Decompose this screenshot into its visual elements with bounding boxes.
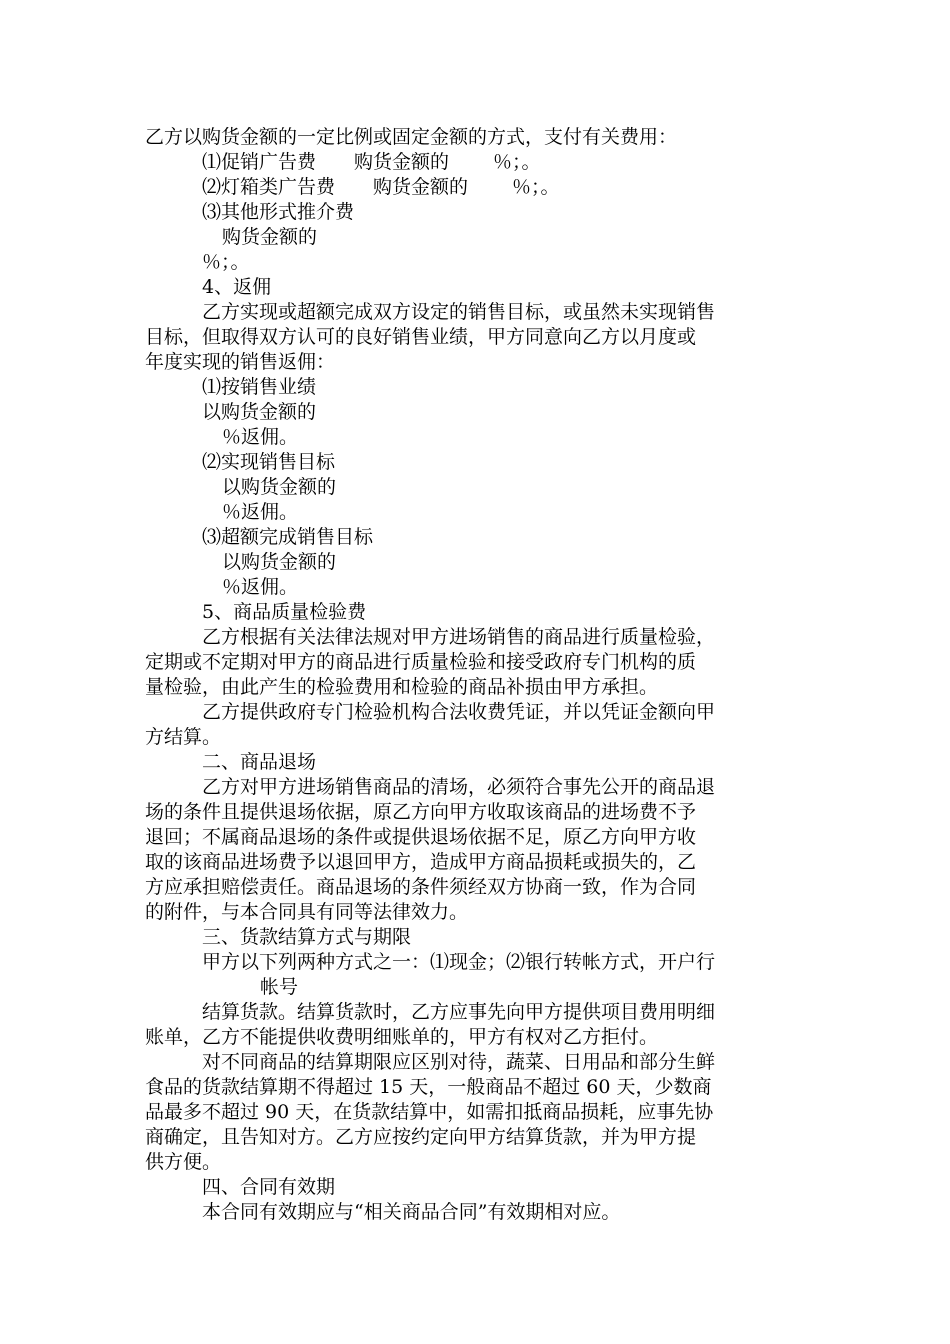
- text-line: 购货金额的: [222, 226, 318, 248]
- text-line: 取的该商品进场费予以退回甲方，造成甲方商品损耗或损失的，乙: [145, 851, 697, 873]
- section-heading: 5、商品质量检验费: [202, 601, 367, 623]
- text-line: 结算货款。结算货款时，乙方应事先向甲方提供项目费用明细: [202, 1001, 716, 1023]
- text-line: 的附件，与本合同具有同等法律效力。: [145, 901, 469, 923]
- text-line: 商确定，且告知对方。乙方应按约定向甲方结算货款，并为甲方提: [145, 1126, 697, 1148]
- text-line: ⑵实现销售目标: [202, 451, 336, 473]
- text-line: ⑵灯箱类广告费 购货金额的 ％；。: [202, 176, 560, 198]
- text-line: ％返佣。: [222, 576, 299, 598]
- text-line: 场的条件且提供退场依据，原乙方向甲方收取该商品的进场费不予: [145, 801, 697, 823]
- text-line: 退回；不属商品退场的条件或提供退场依据不足，原乙方向甲方收: [145, 826, 697, 848]
- text-line: ％；。: [202, 251, 250, 273]
- section-heading: 4、返佣: [202, 276, 272, 298]
- section-heading: 二、商品退场: [202, 751, 317, 773]
- text-line: 乙方根据有关法律法规对甲方进场销售的商品进行质量检验，: [202, 626, 716, 648]
- text-line: 以购货金额的: [222, 551, 337, 573]
- text-line: 本合同有效期应与“相关商品合同”有效期相对应。: [202, 1201, 621, 1223]
- text-line: ％返佣。: [222, 501, 299, 523]
- text-line: 账单，乙方不能提供收费明细账单的，甲方有权对乙方拒付。: [145, 1026, 659, 1048]
- text-line: 以购货金额的: [202, 401, 317, 423]
- text-line: 供方便。: [145, 1151, 222, 1173]
- text-line: 乙方以购货金额的一定比例或固定金额的方式，支付有关费用：: [145, 126, 678, 148]
- text-line: 乙方实现或超额完成双方设定的销售目标，或虽然未实现销售: [202, 301, 716, 323]
- text-line: 帐号: [260, 976, 299, 998]
- text-line: 年度实现的销售返佣：: [145, 351, 336, 373]
- text-line: 对不同商品的结算期限应区别对待，蔬菜、日用品和部分生鲜: [202, 1051, 716, 1073]
- text-line: 量检验，由此产生的检验费用和检验的商品补损由甲方承担。: [145, 676, 659, 698]
- text-line: ⑶超额完成销售目标: [202, 526, 374, 548]
- text-line: 定期或不定期对甲方的商品进行质量检验和接受政府专门机构的质: [145, 651, 697, 673]
- text-line: 目标，但取得双方认可的良好销售业绩，甲方同意向乙方以月度或: [145, 326, 697, 348]
- text-line: 方应承担赔偿责任。商品退场的条件须经双方协商一致，作为合同: [145, 876, 697, 898]
- text-line: ⑶其他形式推介费: [202, 201, 355, 223]
- text-line: 品最多不超过 90 天，在货款结算中，如需扣抵商品损耗，应事先协: [145, 1101, 714, 1123]
- text-line: 乙方对甲方进场销售商品的清场，必须符合事先公开的商品退: [202, 776, 716, 798]
- text-line: 方结算。: [145, 726, 222, 748]
- text-line: ⑴促销广告费 购货金额的 ％；。: [202, 151, 541, 173]
- section-heading: 三、货款结算方式与期限: [202, 926, 412, 948]
- text-line: 食品的货款结算期不得超过 15 天，一般商品不超过 60 天，少数商: [145, 1076, 712, 1098]
- text-line: 以购货金额的: [222, 476, 337, 498]
- section-heading: 四、合同有效期: [202, 1176, 336, 1198]
- text-line: 甲方以下列两种方式之一：⑴现金；⑵银行转帐方式，开户行: [202, 951, 716, 973]
- text-line: ⑴按销售业绩: [202, 376, 317, 398]
- text-line: ％返佣。: [222, 426, 299, 448]
- text-line: 乙方提供政府专门检验机构合法收费凭证，并以凭证金额向甲: [202, 701, 716, 723]
